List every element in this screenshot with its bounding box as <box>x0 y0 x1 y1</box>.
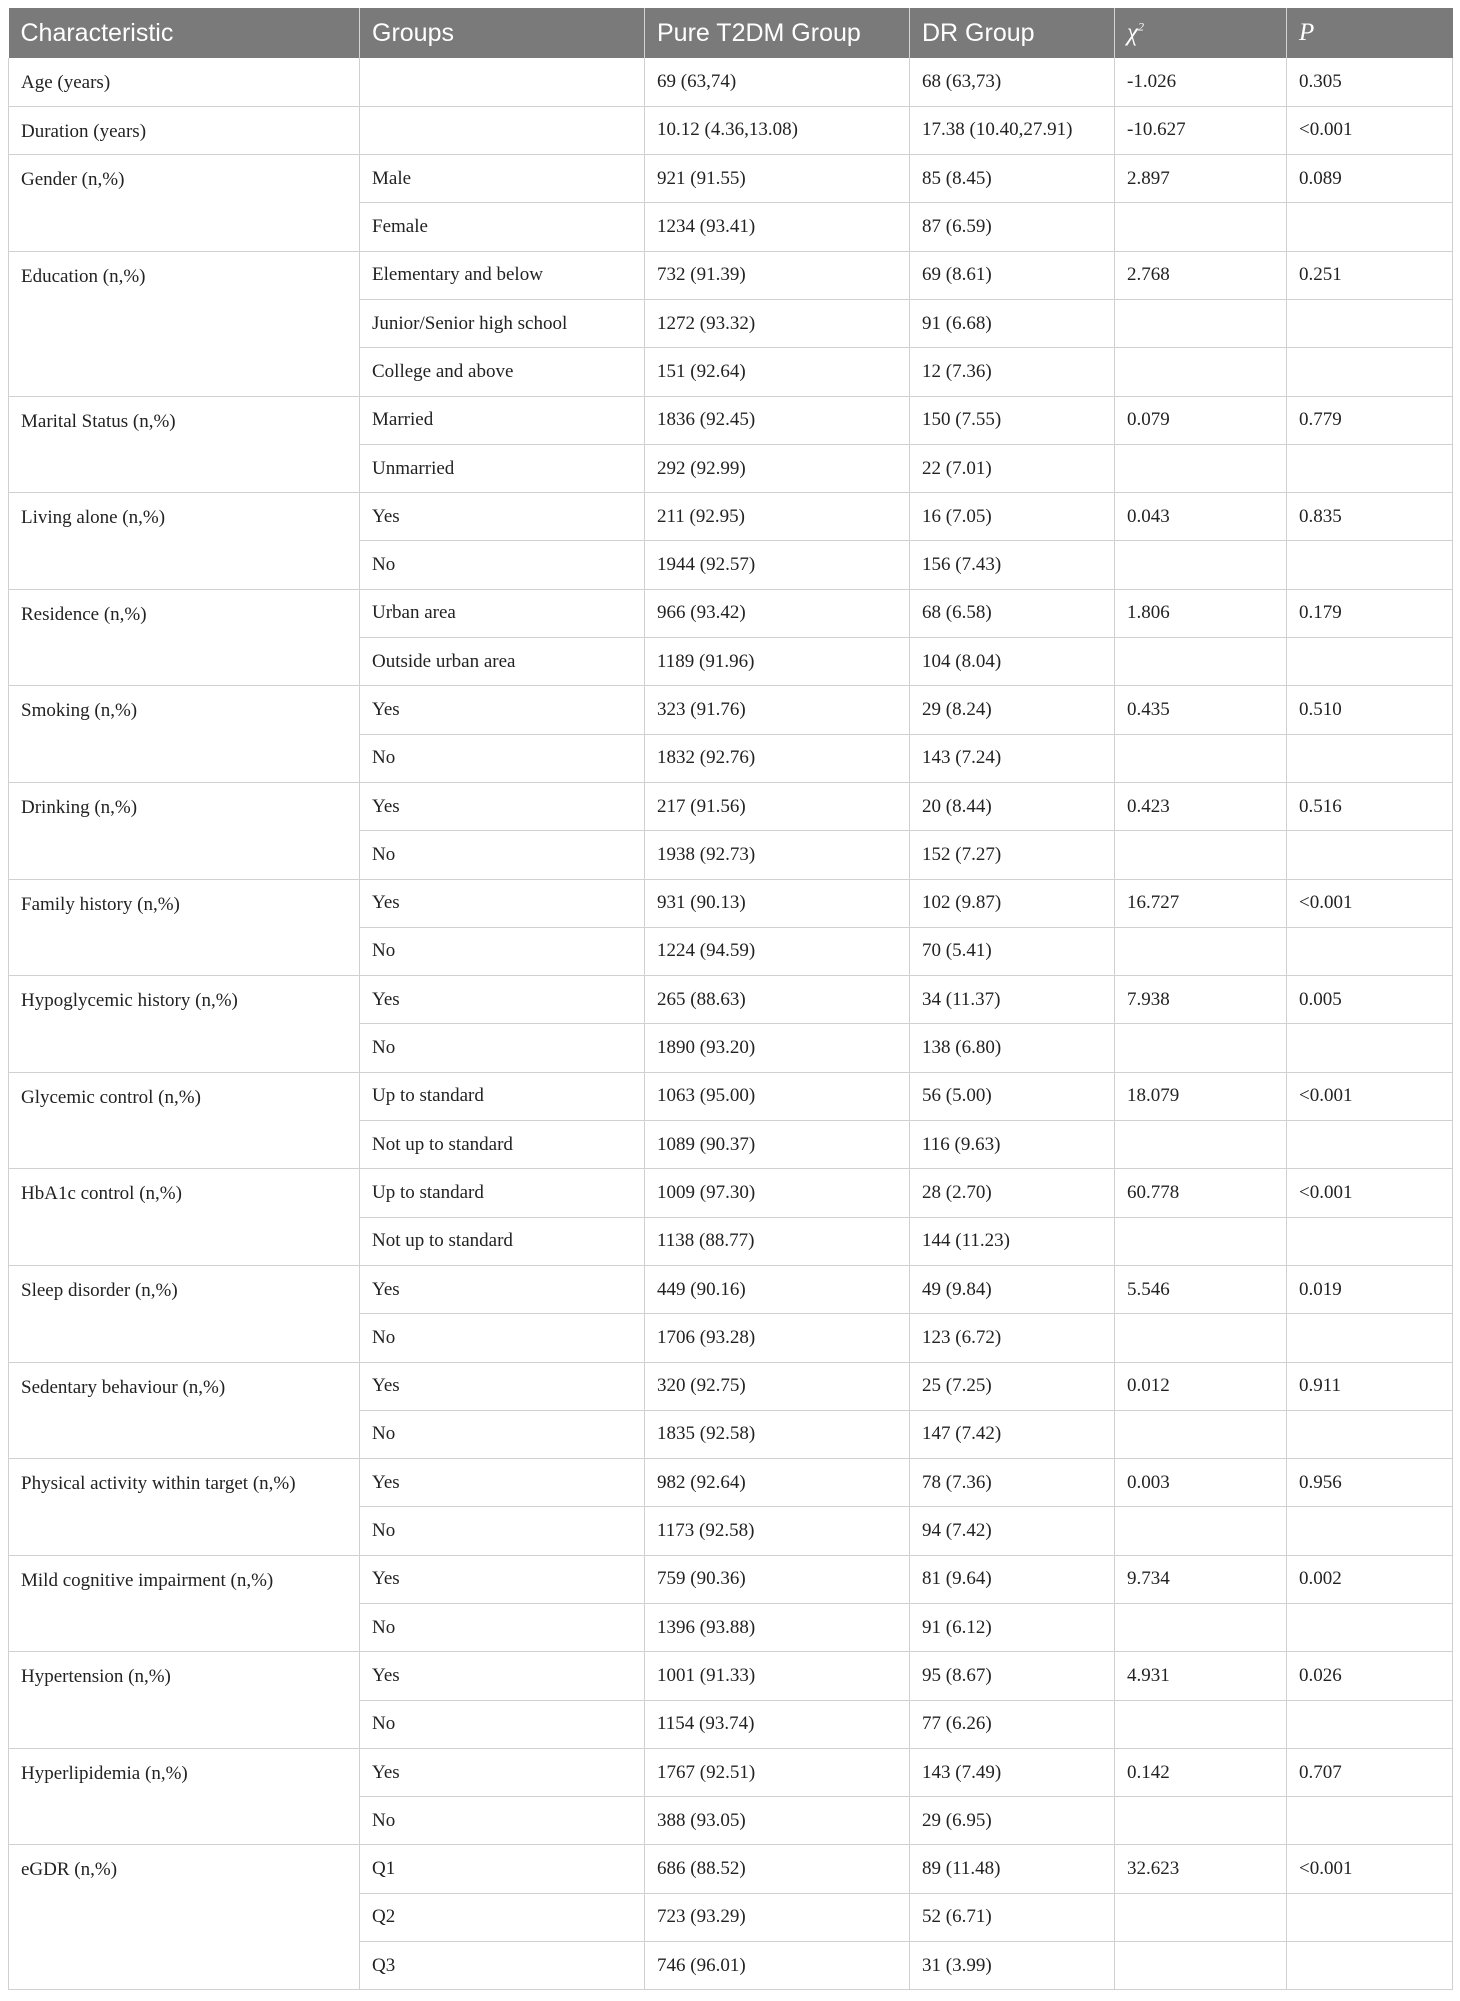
dr-group-cell: 49 (9.84) <box>910 1265 1115 1313</box>
p-value-cell: 0.956 <box>1287 1459 1453 1507</box>
group-cell <box>360 106 645 154</box>
header-pure-t2dm-group: Pure T2DM Group <box>645 8 910 58</box>
group-cell: Yes <box>360 686 645 734</box>
dr-group-cell: 29 (8.24) <box>910 686 1115 734</box>
pure-t2dm-cell: 1272 (93.32) <box>645 299 910 347</box>
group-cell: No <box>360 1604 645 1652</box>
p-value-cell <box>1287 734 1453 782</box>
characteristic-cell: Hyperlipidemia (n,%) <box>9 1748 360 1845</box>
p-value-cell: <0.001 <box>1287 1072 1453 1120</box>
group-cell: Elementary and below <box>360 251 645 299</box>
characteristic-cell: Duration (years) <box>9 106 360 154</box>
table-row <box>9 686 1453 734</box>
pure-t2dm-cell: 723 (93.29) <box>645 1893 910 1941</box>
characteristic-cell: Residence (n,%) <box>9 589 360 686</box>
chi-square-cell <box>1115 1604 1287 1652</box>
dr-group-cell: 31 (3.99) <box>910 1942 1115 1990</box>
dr-group-cell: 68 (63,73) <box>910 58 1115 106</box>
chi-square-cell <box>1115 1410 1287 1458</box>
p-value-cell <box>1287 1893 1453 1941</box>
group-cell: No <box>360 1507 645 1555</box>
pure-t2dm-cell: 966 (93.42) <box>645 589 910 637</box>
group-cell: Yes <box>360 1459 645 1507</box>
group-cell: Yes <box>360 879 645 927</box>
pure-t2dm-cell: 1154 (93.74) <box>645 1700 910 1748</box>
dr-group-cell: 34 (11.37) <box>910 976 1115 1024</box>
pure-t2dm-cell: 732 (91.39) <box>645 251 910 299</box>
pure-t2dm-cell: 1832 (92.76) <box>645 734 910 782</box>
pure-t2dm-cell: 1189 (91.96) <box>645 638 910 686</box>
chi-square-cell: 0.423 <box>1115 782 1287 830</box>
p-value-cell <box>1287 927 1453 975</box>
chi-square-cell: 2.897 <box>1115 155 1287 203</box>
group-cell: Yes <box>360 493 645 541</box>
group-cell: No <box>360 541 645 589</box>
group-cell: Q3 <box>360 1942 645 1990</box>
group-cell: Yes <box>360 1652 645 1700</box>
p-value-cell <box>1287 299 1453 347</box>
table-row <box>9 106 1453 154</box>
chi-square-cell: 2.768 <box>1115 251 1287 299</box>
table-row <box>9 1459 1453 1507</box>
dr-group-cell: 16 (7.05) <box>910 493 1115 541</box>
p-value-cell: 0.707 <box>1287 1748 1453 1796</box>
pure-t2dm-cell: 1835 (92.58) <box>645 1410 910 1458</box>
chi-square-cell <box>1115 1797 1287 1845</box>
p-value-cell: 0.251 <box>1287 251 1453 299</box>
pure-t2dm-cell: 69 (63,74) <box>645 58 910 106</box>
p-value-cell: 0.516 <box>1287 782 1453 830</box>
chi-square-cell: 0.043 <box>1115 493 1287 541</box>
p-value-cell: 0.005 <box>1287 976 1453 1024</box>
group-cell: Yes <box>360 976 645 1024</box>
characteristic-cell: Smoking (n,%) <box>9 686 360 783</box>
p-value-cell: 0.835 <box>1287 493 1453 541</box>
p-value-cell <box>1287 638 1453 686</box>
chi-square-cell <box>1115 1700 1287 1748</box>
group-cell: No <box>360 927 645 975</box>
pure-t2dm-cell: 1009 (97.30) <box>645 1169 910 1217</box>
dr-group-cell: 143 (7.24) <box>910 734 1115 782</box>
dr-group-cell: 87 (6.59) <box>910 203 1115 251</box>
dr-group-cell: 85 (8.45) <box>910 155 1115 203</box>
table-row <box>9 1555 1453 1603</box>
chi-square-cell: 4.931 <box>1115 1652 1287 1700</box>
characteristics-table <box>8 8 1453 1990</box>
dr-group-cell: 94 (7.42) <box>910 1507 1115 1555</box>
dr-group-cell: 89 (11.48) <box>910 1845 1115 1893</box>
pure-t2dm-cell: 323 (91.76) <box>645 686 910 734</box>
characteristic-cell: Drinking (n,%) <box>9 782 360 879</box>
dr-group-cell: 123 (6.72) <box>910 1314 1115 1362</box>
dr-group-cell: 29 (6.95) <box>910 1797 1115 1845</box>
table-row <box>9 155 1453 203</box>
pure-t2dm-cell: 449 (90.16) <box>645 1265 910 1313</box>
chi-square-cell <box>1115 1507 1287 1555</box>
group-cell: No <box>360 1797 645 1845</box>
table-row <box>9 879 1453 927</box>
p-value-cell: 0.911 <box>1287 1362 1453 1410</box>
pure-t2dm-cell: 1890 (93.20) <box>645 1024 910 1072</box>
dr-group-cell: 28 (2.70) <box>910 1169 1115 1217</box>
dr-group-cell: 81 (9.64) <box>910 1555 1115 1603</box>
dr-group-cell: 77 (6.26) <box>910 1700 1115 1748</box>
header-dr-group: DR Group <box>910 8 1115 58</box>
group-cell <box>360 58 645 106</box>
characteristic-cell: Family history (n,%) <box>9 879 360 976</box>
characteristic-cell: Education (n,%) <box>9 251 360 396</box>
group-cell: Urban area <box>360 589 645 637</box>
table-row <box>9 1362 1453 1410</box>
dr-group-cell: 68 (6.58) <box>910 589 1115 637</box>
chi-square-cell: 32.623 <box>1115 1845 1287 1893</box>
characteristic-cell: Physical activity within target (n,%) <box>9 1459 360 1556</box>
p-value-cell: 0.779 <box>1287 396 1453 444</box>
characteristic-cell: Sleep disorder (n,%) <box>9 1265 360 1362</box>
dr-group-cell: 150 (7.55) <box>910 396 1115 444</box>
p-value-cell: 0.089 <box>1287 155 1453 203</box>
group-cell: Yes <box>360 1265 645 1313</box>
table-row <box>9 493 1453 541</box>
dr-group-cell: 156 (7.43) <box>910 541 1115 589</box>
characteristic-cell: HbA1c control (n,%) <box>9 1169 360 1266</box>
group-cell: Q1 <box>360 1845 645 1893</box>
group-cell: No <box>360 831 645 879</box>
group-cell: Yes <box>360 1748 645 1796</box>
group-cell: Junior/Senior high school <box>360 299 645 347</box>
dr-group-cell: 70 (5.41) <box>910 927 1115 975</box>
p-value-cell: 0.305 <box>1287 58 1453 106</box>
group-cell: Married <box>360 396 645 444</box>
pure-t2dm-cell: 1001 (91.33) <box>645 1652 910 1700</box>
p-value-cell <box>1287 348 1453 396</box>
header-characteristic: Characteristic <box>9 8 360 58</box>
chi-square-cell: -10.627 <box>1115 106 1287 154</box>
group-cell: Not up to standard <box>360 1217 645 1265</box>
table-row <box>9 58 1453 106</box>
group-cell: Outside urban area <box>360 638 645 686</box>
dr-group-cell: 52 (6.71) <box>910 1893 1115 1941</box>
dr-group-cell: 116 (9.63) <box>910 1121 1115 1169</box>
pure-t2dm-cell: 211 (92.95) <box>645 493 910 541</box>
pure-t2dm-cell: 931 (90.13) <box>645 879 910 927</box>
dr-group-cell: 91 (6.68) <box>910 299 1115 347</box>
chi-square-cell <box>1115 1024 1287 1072</box>
pure-t2dm-cell: 746 (96.01) <box>645 1942 910 1990</box>
chi-square-cell <box>1115 299 1287 347</box>
group-cell: Male <box>360 155 645 203</box>
pure-t2dm-cell: 1138 (88.77) <box>645 1217 910 1265</box>
header-p-value: P <box>1287 8 1453 58</box>
table-row <box>9 1652 1453 1700</box>
chi-square-cell: 9.734 <box>1115 1555 1287 1603</box>
pure-t2dm-cell: 292 (92.99) <box>645 444 910 492</box>
chi-square-cell: 1.806 <box>1115 589 1287 637</box>
p-value-cell <box>1287 1121 1453 1169</box>
p-value-cell: 0.510 <box>1287 686 1453 734</box>
characteristic-cell: eGDR (n,%) <box>9 1845 360 1990</box>
p-value-cell: 0.179 <box>1287 589 1453 637</box>
chi-square-cell <box>1115 203 1287 251</box>
dr-group-cell: 17.38 (10.40,27.91) <box>910 106 1115 154</box>
header-groups: Groups <box>360 8 645 58</box>
chi-square-cell <box>1115 927 1287 975</box>
dr-group-cell: 104 (8.04) <box>910 638 1115 686</box>
group-cell: No <box>360 1700 645 1748</box>
pure-t2dm-cell: 265 (88.63) <box>645 976 910 1024</box>
pure-t2dm-cell: 921 (91.55) <box>645 155 910 203</box>
dr-group-cell: 12 (7.36) <box>910 348 1115 396</box>
p-value-cell <box>1287 1314 1453 1362</box>
chi-square-cell <box>1115 1314 1287 1362</box>
p-value-cell <box>1287 1217 1453 1265</box>
pure-t2dm-cell: 1063 (95.00) <box>645 1072 910 1120</box>
table-body <box>9 58 1453 1990</box>
table-row <box>9 1265 1453 1313</box>
table-row <box>9 589 1453 637</box>
pure-t2dm-cell: 10.12 (4.36,13.08) <box>645 106 910 154</box>
pure-t2dm-cell: 1224 (94.59) <box>645 927 910 975</box>
pure-t2dm-cell: 1836 (92.45) <box>645 396 910 444</box>
dr-group-cell: 22 (7.01) <box>910 444 1115 492</box>
pure-t2dm-cell: 1396 (93.88) <box>645 1604 910 1652</box>
p-value-cell <box>1287 1942 1453 1990</box>
chi-square-cell: 0.079 <box>1115 396 1287 444</box>
pure-t2dm-cell: 1173 (92.58) <box>645 1507 910 1555</box>
characteristic-cell: Glycemic control (n,%) <box>9 1072 360 1169</box>
table-row <box>9 976 1453 1024</box>
chi-square-cell <box>1115 1121 1287 1169</box>
pure-t2dm-cell: 686 (88.52) <box>645 1845 910 1893</box>
table-header-row <box>9 8 1453 58</box>
chi-square-cell <box>1115 444 1287 492</box>
dr-group-cell: 69 (8.61) <box>910 251 1115 299</box>
group-cell: Not up to standard <box>360 1121 645 1169</box>
dr-group-cell: 143 (7.49) <box>910 1748 1115 1796</box>
pure-t2dm-cell: 1234 (93.41) <box>645 203 910 251</box>
group-cell: Yes <box>360 1555 645 1603</box>
p-value-cell <box>1287 444 1453 492</box>
characteristic-cell: Age (years) <box>9 58 360 106</box>
chi-square-cell <box>1115 734 1287 782</box>
chi-square-cell: 0.012 <box>1115 1362 1287 1410</box>
dr-group-cell: 95 (8.67) <box>910 1652 1115 1700</box>
chi-square-cell: 5.546 <box>1115 1265 1287 1313</box>
p-value-cell <box>1287 541 1453 589</box>
table-row <box>9 1169 1453 1217</box>
chi-square-cell: 0.435 <box>1115 686 1287 734</box>
p-value-cell <box>1287 203 1453 251</box>
p-value-cell: <0.001 <box>1287 879 1453 927</box>
pure-t2dm-cell: 1706 (93.28) <box>645 1314 910 1362</box>
table-row <box>9 251 1453 299</box>
group-cell: Female <box>360 203 645 251</box>
chi-square-cell: 60.778 <box>1115 1169 1287 1217</box>
table-row <box>9 1845 1453 1893</box>
pure-t2dm-cell: 320 (92.75) <box>645 1362 910 1410</box>
p-value-cell <box>1287 1410 1453 1458</box>
pure-t2dm-cell: 217 (91.56) <box>645 782 910 830</box>
dr-group-cell: 25 (7.25) <box>910 1362 1115 1410</box>
chi-square-cell <box>1115 541 1287 589</box>
chi-square-cell: 18.079 <box>1115 1072 1287 1120</box>
dr-group-cell: 102 (9.87) <box>910 879 1115 927</box>
p-value-cell: <0.001 <box>1287 1845 1453 1893</box>
dr-group-cell: 56 (5.00) <box>910 1072 1115 1120</box>
dr-group-cell: 152 (7.27) <box>910 831 1115 879</box>
group-cell: No <box>360 734 645 782</box>
chi-square-cell <box>1115 638 1287 686</box>
pure-t2dm-cell: 1944 (92.57) <box>645 541 910 589</box>
chi-square-cell <box>1115 1893 1287 1941</box>
p-value-cell <box>1287 1700 1453 1748</box>
table-row <box>9 396 1453 444</box>
p-value-cell <box>1287 1024 1453 1072</box>
header-chi-square: $\chi^2$ <box>1115 8 1287 58</box>
chi-square-cell: 0.142 <box>1115 1748 1287 1796</box>
table-row <box>9 1072 1453 1120</box>
group-cell: Q2 <box>360 1893 645 1941</box>
p-value-cell: <0.001 <box>1287 1169 1453 1217</box>
p-value-cell: <0.001 <box>1287 106 1453 154</box>
chi-square-cell: 16.727 <box>1115 879 1287 927</box>
group-cell: No <box>360 1410 645 1458</box>
pure-t2dm-cell: 982 (92.64) <box>645 1459 910 1507</box>
dr-group-cell: 78 (7.36) <box>910 1459 1115 1507</box>
group-cell: Yes <box>360 782 645 830</box>
p-value-cell <box>1287 1797 1453 1845</box>
group-cell: Up to standard <box>360 1169 645 1217</box>
characteristic-cell: Hypertension (n,%) <box>9 1652 360 1749</box>
chi-square-cell <box>1115 348 1287 396</box>
chi-square-cell: -1.026 <box>1115 58 1287 106</box>
table-row <box>9 782 1453 830</box>
chi-square-cell: 0.003 <box>1115 1459 1287 1507</box>
group-cell: No <box>360 1314 645 1362</box>
pure-t2dm-cell: 1089 (90.37) <box>645 1121 910 1169</box>
group-cell: Unmarried <box>360 444 645 492</box>
characteristics-table-container <box>8 8 1452 1990</box>
dr-group-cell: 147 (7.42) <box>910 1410 1115 1458</box>
p-value-cell <box>1287 1507 1453 1555</box>
table-row <box>9 1748 1453 1796</box>
p-value-cell <box>1287 1604 1453 1652</box>
chi-square-cell: 7.938 <box>1115 976 1287 1024</box>
pure-t2dm-cell: 388 (93.05) <box>645 1797 910 1845</box>
characteristic-cell: Gender (n,%) <box>9 155 360 252</box>
characteristic-cell: Living alone (n,%) <box>9 493 360 590</box>
group-cell: No <box>360 1024 645 1072</box>
p-value-cell: 0.026 <box>1287 1652 1453 1700</box>
dr-group-cell: 20 (8.44) <box>910 782 1115 830</box>
group-cell: Yes <box>360 1362 645 1410</box>
pure-t2dm-cell: 1767 (92.51) <box>645 1748 910 1796</box>
dr-group-cell: 91 (6.12) <box>910 1604 1115 1652</box>
characteristic-cell: Mild cognitive impairment (n,%) <box>9 1555 360 1652</box>
p-value-cell <box>1287 831 1453 879</box>
p-value-cell: 0.002 <box>1287 1555 1453 1603</box>
characteristic-cell: Sedentary behaviour (n,%) <box>9 1362 360 1459</box>
pure-t2dm-cell: 151 (92.64) <box>645 348 910 396</box>
chi-square-cell <box>1115 1942 1287 1990</box>
p-value-cell: 0.019 <box>1287 1265 1453 1313</box>
group-cell: Up to standard <box>360 1072 645 1120</box>
chi-square-cell <box>1115 831 1287 879</box>
characteristic-cell: Hypoglycemic history (n,%) <box>9 976 360 1073</box>
dr-group-cell: 144 (11.23) <box>910 1217 1115 1265</box>
dr-group-cell: 138 (6.80) <box>910 1024 1115 1072</box>
chi-square-cell <box>1115 1217 1287 1265</box>
pure-t2dm-cell: 1938 (92.73) <box>645 831 910 879</box>
group-cell: College and above <box>360 348 645 396</box>
characteristic-cell: Marital Status (n,%) <box>9 396 360 493</box>
pure-t2dm-cell: 759 (90.36) <box>645 1555 910 1603</box>
